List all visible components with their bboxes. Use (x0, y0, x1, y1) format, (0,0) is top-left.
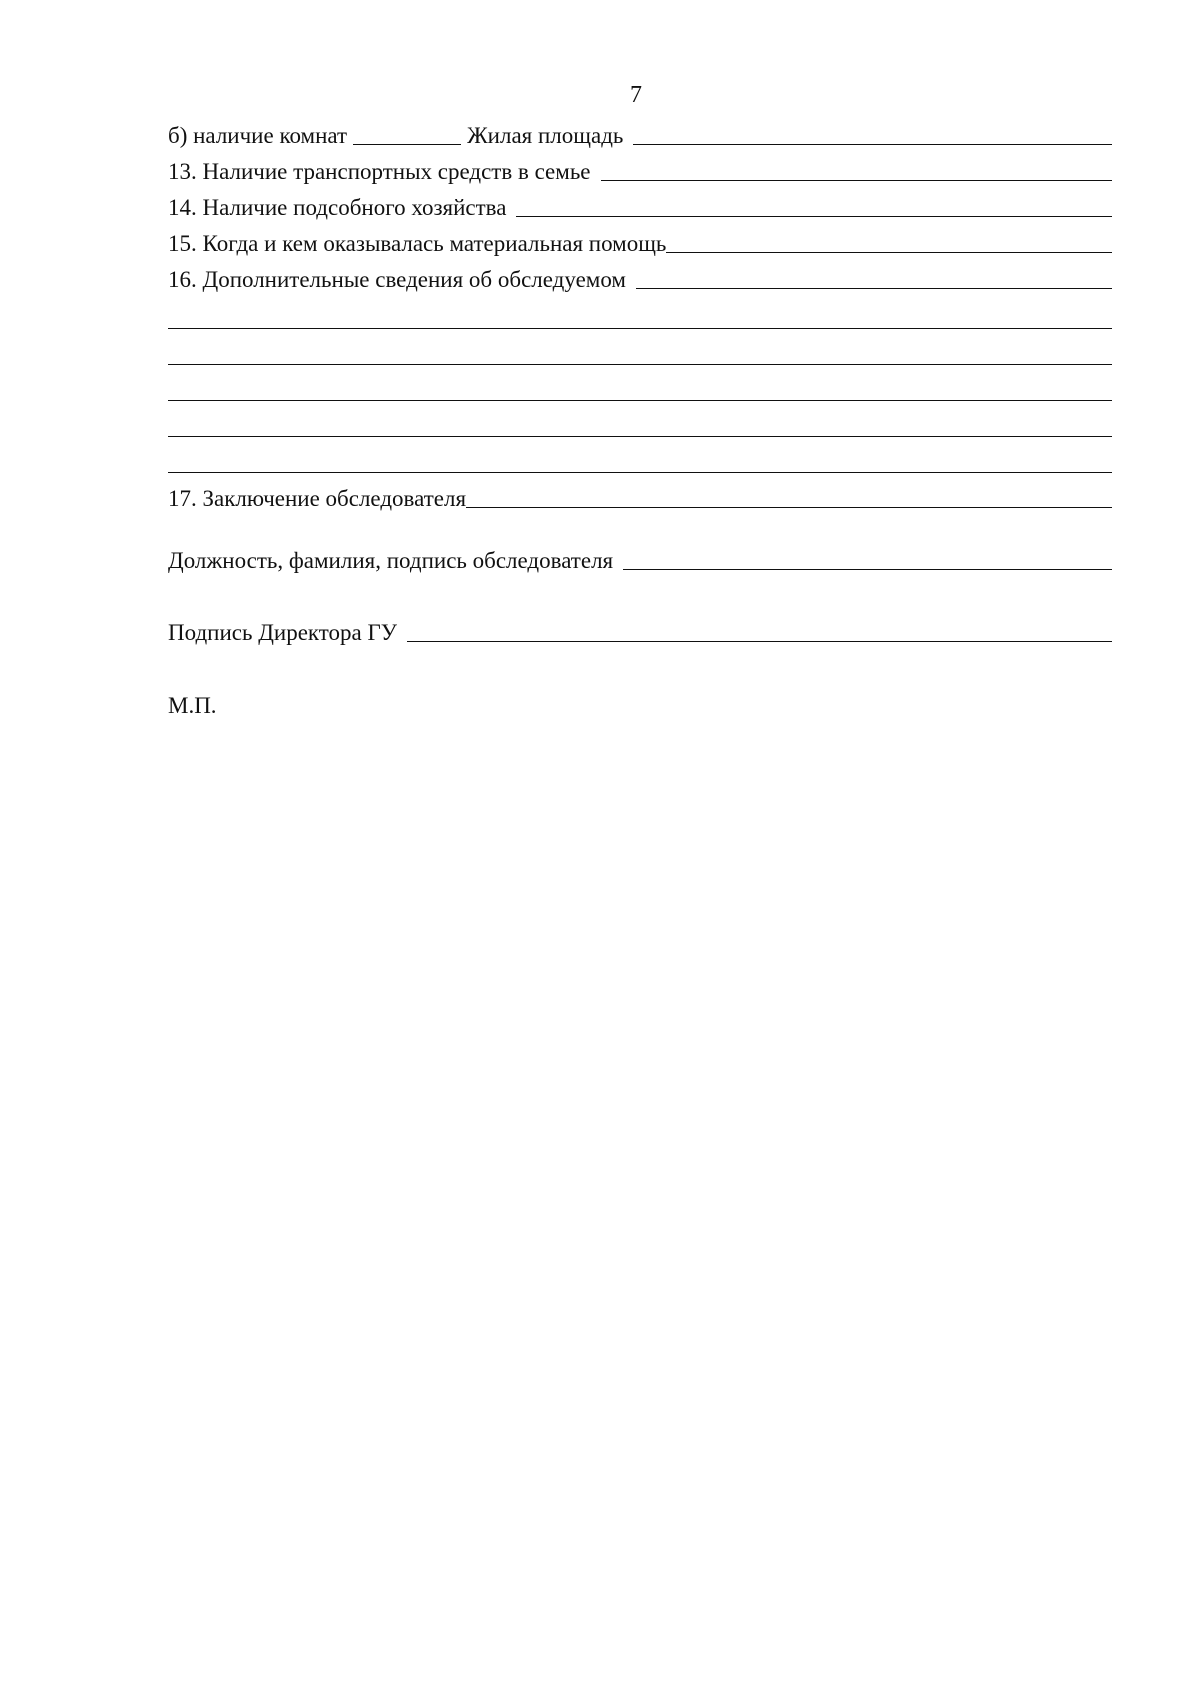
subsidiary-farm-row (168, 194, 1112, 222)
additional-info-row (168, 266, 1112, 294)
conclusion-label: 17. Заключение обследователя (168, 486, 467, 511)
examiner-signature-label: Должность, фамилия, подпись обследователя (168, 548, 614, 573)
vehicles-label: 13. Наличие транспортных средств в семье (168, 159, 591, 184)
conclusion-row (168, 485, 1112, 513)
additional-info-label: 16. Дополнительные сведения об обследуемом (168, 267, 626, 292)
additional-info-line[interactable] (168, 400, 1112, 401)
page-number: 7 (630, 82, 642, 108)
director-signature-field[interactable] (407, 641, 1112, 642)
subsidiary-farm-label: 14. Наличие подсобного хозяйства (168, 195, 507, 220)
additional-info-field[interactable] (636, 288, 1112, 289)
rooms-label: б) наличие комнат (168, 123, 348, 148)
additional-info-line[interactable] (168, 328, 1112, 329)
examiner-signature-field[interactable] (623, 569, 1112, 570)
material-aid-label: 15. Когда и кем оказывалась материальная помощь (168, 231, 667, 256)
additional-info-line[interactable] (168, 436, 1112, 437)
additional-info-line[interactable] (168, 364, 1112, 365)
material-aid-row (168, 230, 1112, 258)
director-signature-row (168, 619, 1112, 647)
living-area-field[interactable] (633, 144, 1112, 145)
living-area-label: Жилая площадь (467, 123, 624, 148)
examiner-signature-row (168, 547, 1112, 575)
additional-info-line[interactable] (168, 472, 1112, 473)
vehicles-row (168, 158, 1112, 186)
rooms-row (168, 122, 1112, 150)
stamp-place-label: М.П. (168, 693, 217, 718)
vehicles-field[interactable] (601, 180, 1112, 181)
material-aid-field[interactable] (666, 252, 1112, 253)
conclusion-field[interactable] (466, 507, 1112, 508)
rooms-field[interactable] (353, 144, 461, 145)
subsidiary-farm-field[interactable] (516, 216, 1112, 217)
director-signature-label: Подпись Директора ГУ (168, 620, 398, 645)
